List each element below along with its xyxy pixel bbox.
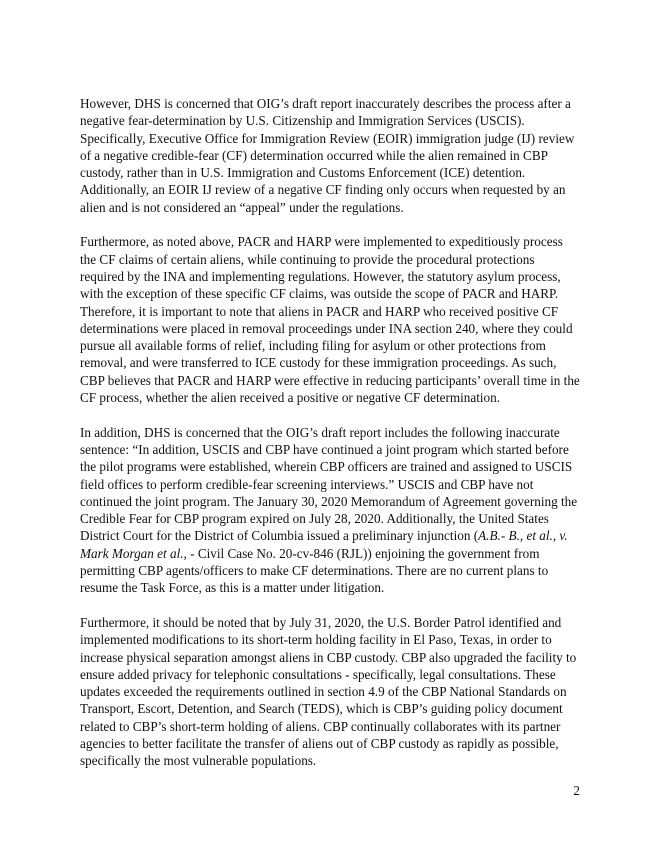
paragraph-el-paso-facility: Furthermore, it should be noted that by July 31, 2020, the U.S. Border Patrol identified and implemented modifications to its short-term holding facility in El Paso, Texas, in order to increase physical separation amongst aliens in CBP custody. CBP also upgraded the facility to ensure added privacy for telephonic consultations - specifically, legal consultations. These updates exceeded the requirements outlined in section 4.9 of the CBP National Standards on Transport, Escort, Detention, and Search (TEDS), which is CBP’s guiding policy document related to CBP’s short-term holding of aliens. CBP continually collaborates with its partner agencies to better facilitate the transfer of aliens out of CBP custody as rapidly as possible, specifically the most vulnerable populations.	[80, 614, 577, 769]
case-citation: A.B.- B., et al., v. Mark Morgan et al.,	[80, 528, 568, 561]
paragraph-joint-program-end: - Civil Case No. 20-cv-846 (RJL)) enjoining the government from permitting CBP agents/officers to make CF determinations. There are no current plans to resume the Task Force, as this is a matter under litigation.	[80, 545, 549, 596]
paragraph-joint-program-start: In addition, DHS is concerned that the OIG’s draft report includes the following inaccurate sentence: “In addition, USCIS and CBP have continued a joint program which started before the pilot programs were established, wherein CBP officers are trained and assigned to USCIS field offices to perform credible-fear screening interviews.” USCIS and CBP have not continued the joint program. The January 30, 2020 Memorandum of Agreement governing the Credible Fear for CBP program expired on July 28, 2020. Additionally, the United States District Court for the District of Columbia issued a preliminary injunction (	[80, 424, 578, 544]
paragraph-joint-program	[80, 424, 580, 597]
paragraph-pacr-harp: Furthermore, as noted above, PACR and HARP were implemented to expeditiously process the CF claims of certain aliens, while continuing to provide the procedural protections required by the INA and implementing regulations. However, the statutory asylum process, with the exception of these specific CF claims, was outside the scope of PACR and HARP. Therefore, it is important to note that aliens in PACR and HARP who received positive CF determinations were placed in removal proceedings under INA section 240, where they could pursue all available forms of relief, including filing for asylum or other protections from removal, and were transferred to ICE custody for these immigration proceedings. As such, CBP believes that PACR and HARP were effective in reducing participants’ overall time in the CF process, whether the alien received a positive or negative CF determination.	[80, 234, 580, 406]
paragraph-fear-determination: However, DHS is concerned that OIG’s draft report inaccurately describes the process after a negative fear-determination by U.S. Citizenship and Immigration Services (USCIS). Specifically, Executive Office for Immigration Review (EOIR) immigration judge (IJ) review of a negative credible-fear (CF) determination occurred while the alien remained in CBP custody, rather than in U.S. Immigration and Customs Enforcement (ICE) detention. Additionally, an EOIR IJ review of a negative CF finding only occurs when requested by an alien and is not considered an “appeal” under the regulations.	[80, 96, 575, 215]
body-text	[80, 95, 580, 787]
page-number: 2	[573, 783, 580, 798]
